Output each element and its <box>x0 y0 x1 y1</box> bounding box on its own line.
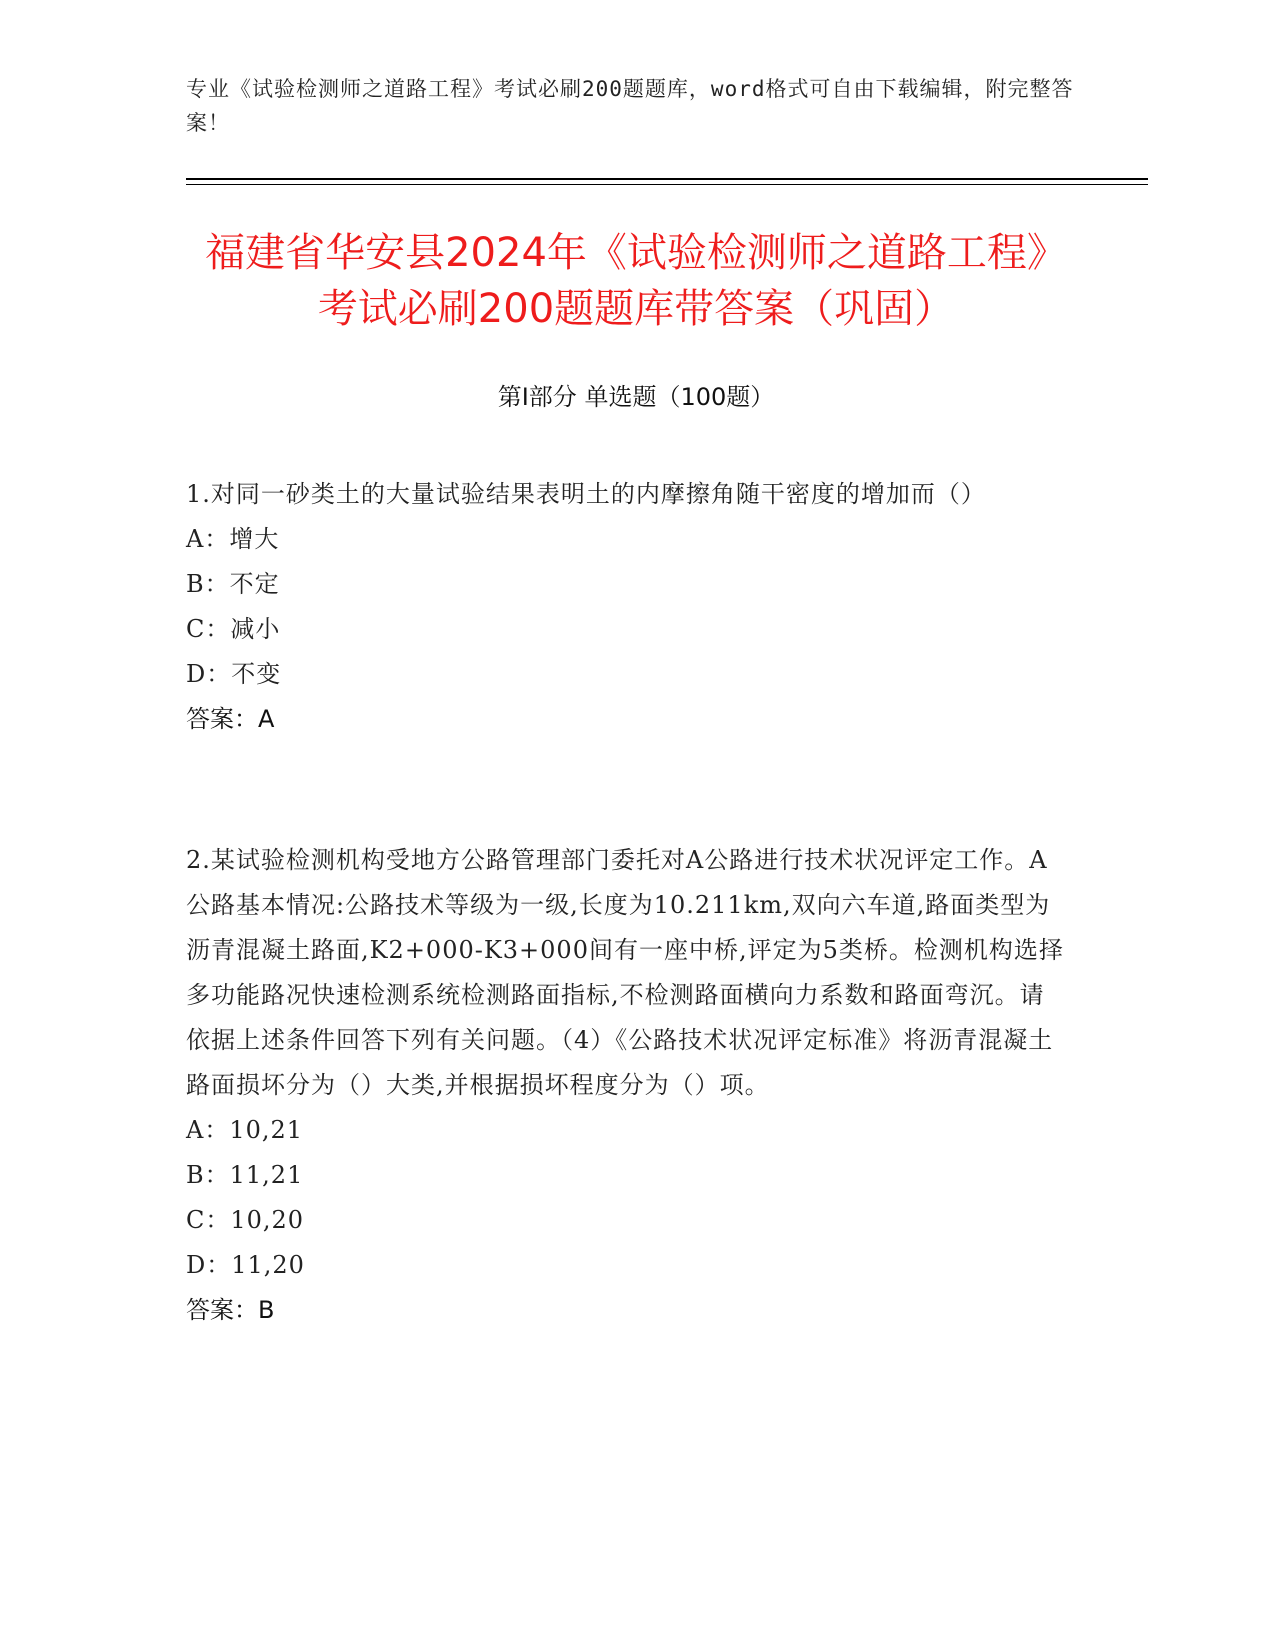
document-title: 福建省华安县2024年《试验检测师之道路工程》考试必刷200题题库带答案（巩固） <box>205 230 1067 332</box>
answer: 答案：B <box>186 1296 275 1324</box>
option-b: B：11,21 <box>186 1161 304 1189</box>
header-divider-thick <box>186 178 1148 180</box>
question-2 <box>186 838 1066 1333</box>
question-1 <box>186 472 1066 742</box>
option-c: C：减小 <box>186 615 281 643</box>
option-a: A：10,21 <box>186 1116 304 1144</box>
header-divider-thin <box>186 184 1148 185</box>
section-title: 第I部分 单选题（100题） <box>497 383 775 411</box>
answer: 答案：A <box>186 705 275 733</box>
option-a: A：增大 <box>186 525 280 553</box>
option-b: B：不定 <box>186 570 280 598</box>
option-d: D：不变 <box>186 660 282 688</box>
option-d: D：11,20 <box>186 1251 305 1279</box>
question-text: 1.对同一砂类土的大量试验结果表明土的内摩擦角随干密度的增加而（） <box>186 480 986 508</box>
header-note: 专业《试验检测师之道路工程》考试必刷200题题库，word格式可自由下载编辑，附完整答案！ <box>186 77 1074 135</box>
option-c: C：10,20 <box>186 1206 305 1234</box>
question-text: 2.某试验检测机构受地方公路管理部门委托对A公路进行技术状况评定工作。A公路基本情况:公路技术等级为一级,长度为10.211km,双向六车道,路面类型为沥青混凝土路面,K2+000-K3+000间有一座中桥,评定为5类桥。检测机构选择多功能路况快速检测系统检测路面指标,不检测路面横向力系数和路面弯沉。请依据上述条件回答下列有关问题。（4）《公路技术状况评定标准》将沥青混凝土路面损坏分为（）大类,并根据损坏程度分为（）项。 <box>186 846 1064 1099</box>
